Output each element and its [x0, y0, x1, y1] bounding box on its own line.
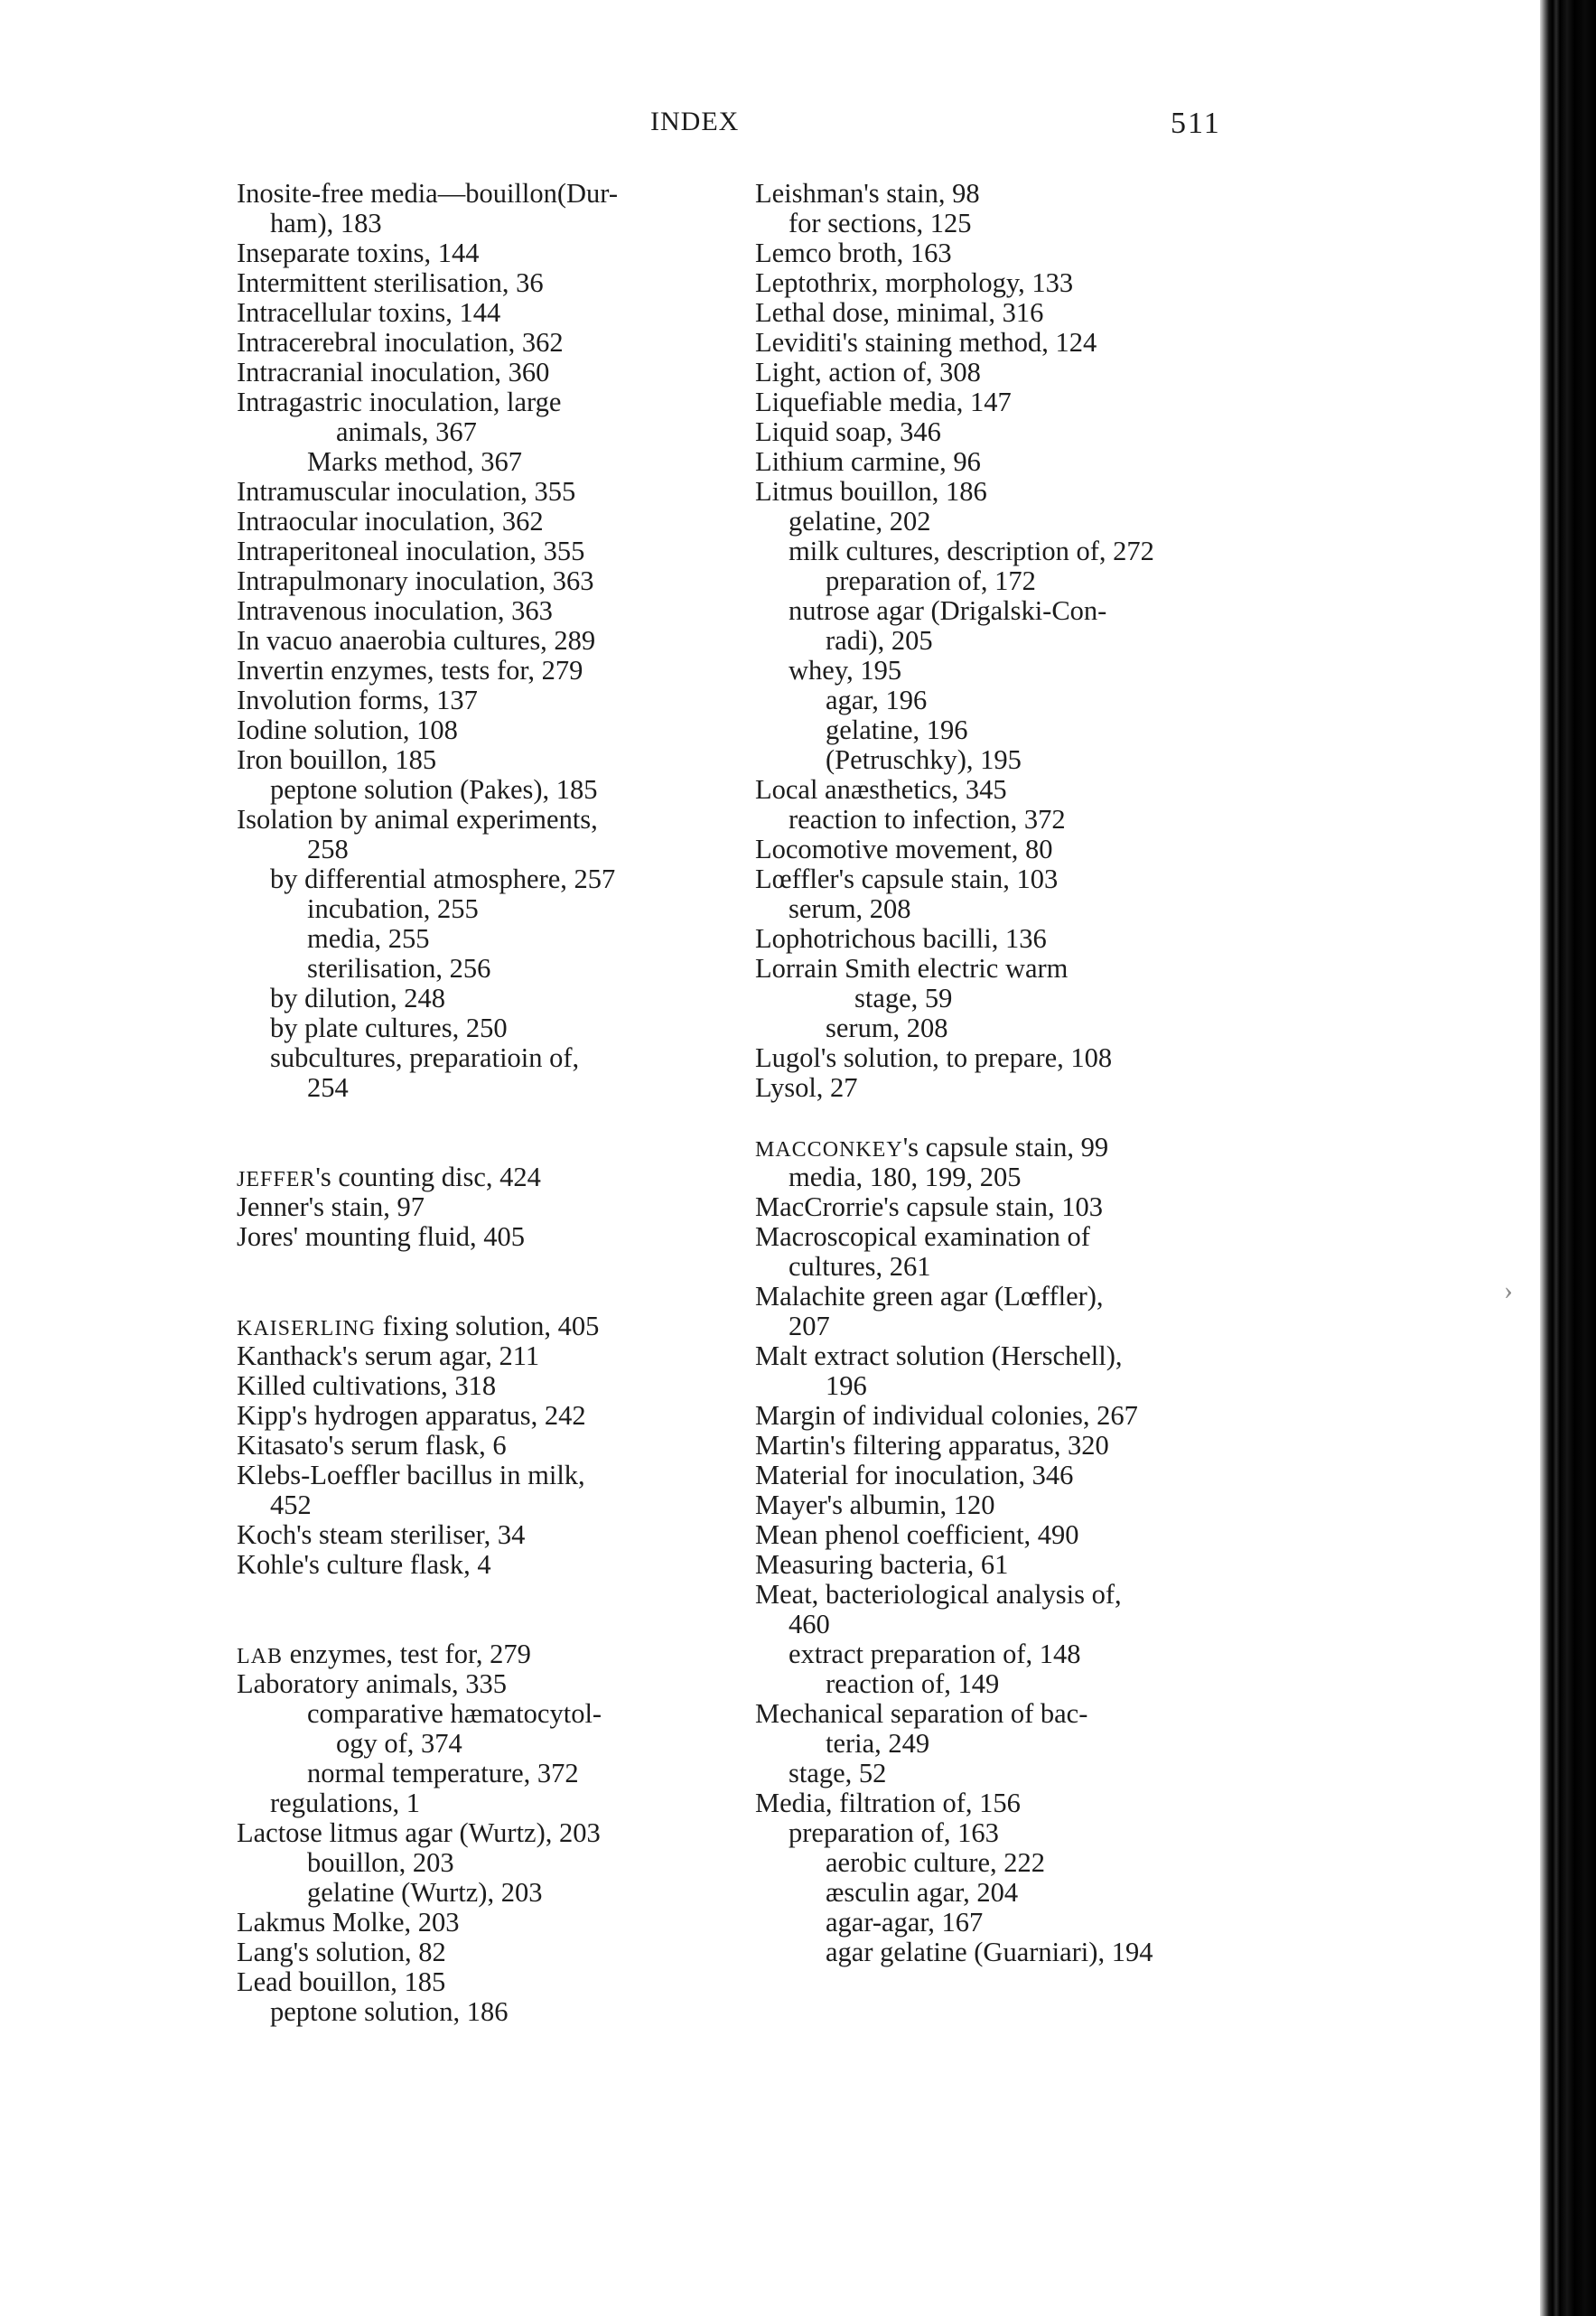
- entry-text: bouillon, 203: [307, 1847, 454, 1878]
- index-entry: [237, 268, 724, 298]
- entry-text: Lugol's solution, to prepare, 108: [755, 1042, 1113, 1073]
- index-entry: [755, 1401, 1243, 1431]
- index-subentry: [237, 894, 724, 924]
- index-entry: [237, 477, 724, 507]
- index-entry: [237, 596, 724, 626]
- page-number: 511: [1171, 107, 1221, 140]
- index-entry: [755, 1341, 1243, 1371]
- index-subentry: [755, 209, 1243, 238]
- index-subentry: [237, 1073, 724, 1103]
- index-subentry: [755, 537, 1243, 566]
- index-subentry: [237, 1729, 724, 1759]
- entry-text: comparative hæmatocytol-: [307, 1698, 602, 1729]
- index-entry: [237, 745, 724, 775]
- entry-text: radi), 205: [826, 625, 933, 656]
- index-entry: [237, 1967, 724, 1997]
- index-entry: [237, 1431, 724, 1461]
- index-entry: [755, 1788, 1243, 1818]
- entry-text: Leviditi's staining method, 124: [755, 327, 1097, 358]
- index-entry: [237, 626, 724, 656]
- index-subentry: [755, 1848, 1243, 1878]
- entry-text: Invertin enzymes, tests for, 279: [237, 655, 583, 686]
- section-gap: [237, 1103, 724, 1133]
- entry-text: Lœffler's capsule stain, 103: [755, 864, 1059, 894]
- index-entry: [237, 656, 724, 686]
- entry-text: Malt extract solution (Herschell),: [755, 1340, 1123, 1371]
- index-entry: [755, 417, 1243, 447]
- entry-text: Intragastric inoculation, large: [237, 387, 562, 417]
- index-subentry: [755, 1312, 1243, 1341]
- index-entry: [237, 1341, 724, 1371]
- entry-text: subcultures, preparatioin of,: [270, 1042, 580, 1073]
- index-subentry: [237, 209, 724, 238]
- index-subentry: [755, 1371, 1243, 1401]
- index-subentry: [755, 656, 1243, 686]
- entry-text: Meat, bacteriological analysis of,: [755, 1579, 1122, 1610]
- entry-text: Margin of individual colonies, 267: [755, 1400, 1138, 1431]
- entry-text: peptone solution (Pakes), 185: [270, 774, 598, 805]
- entry-text: Liquefiable media, 147: [755, 387, 1012, 417]
- entry-text: preparation of, 163: [789, 1817, 999, 1848]
- index-entry: [237, 1938, 724, 1967]
- entry-text: 254: [307, 1072, 349, 1103]
- entry-text: Lysol, 27: [755, 1072, 858, 1103]
- index-entry: [755, 1431, 1243, 1461]
- index-entry: [755, 388, 1243, 417]
- entry-text: regulations, 1: [270, 1788, 421, 1818]
- index-subentry: [237, 1997, 724, 2027]
- index-subentry: [755, 894, 1243, 924]
- entry-text: media, 255: [307, 923, 430, 954]
- entry-text: Media, filtration of, 156: [755, 1788, 1021, 1818]
- section-gap: [237, 1610, 724, 1639]
- index-subentry: [755, 984, 1243, 1013]
- index-entry: [755, 1043, 1243, 1073]
- index-subentry: [237, 1788, 724, 1818]
- entry-text: by differential atmosphere, 257: [270, 864, 616, 894]
- entry-text: animals, 367: [336, 416, 477, 447]
- index-entry: [237, 805, 724, 835]
- entry-text: Lakmus Molke, 203: [237, 1907, 460, 1938]
- entry-text: Koch's steam steriliser, 34: [237, 1519, 526, 1550]
- index-entry: [237, 566, 724, 596]
- entry-text: Laboratory animals, 335: [237, 1668, 507, 1699]
- entry-text: whey, 195: [789, 655, 902, 686]
- index-subentry: [237, 1759, 724, 1788]
- index-entry: [755, 1461, 1243, 1490]
- index-entry: [237, 1520, 724, 1550]
- index-subentry: [237, 954, 724, 984]
- entry-text: serum, 208: [826, 1013, 948, 1043]
- index-entry: [237, 238, 724, 268]
- index-entry: [755, 954, 1243, 984]
- entry-text: Intrapulmonary inoculation, 363: [237, 565, 594, 596]
- index-subentry: [755, 715, 1243, 745]
- entry-text: extract preparation of, 148: [789, 1639, 1081, 1669]
- entry-text: Jenner's stain, 97: [237, 1191, 425, 1222]
- index-entry: [755, 1222, 1243, 1252]
- entry-text: Intramuscular inoculation, 355: [237, 476, 576, 507]
- index-entry: [755, 1550, 1243, 1580]
- entry-text: ogy of, 374: [336, 1728, 462, 1759]
- index-entry: [755, 864, 1243, 894]
- index-entry: [755, 1520, 1243, 1550]
- entry-text: sterilisation, 256: [307, 953, 491, 984]
- index-entry: [237, 1192, 724, 1222]
- entry-text: for sections, 125: [789, 208, 972, 238]
- entry-text: Material for inoculation, 346: [755, 1460, 1074, 1490]
- index-entry: [755, 1133, 1243, 1163]
- section-gap: [237, 1282, 724, 1312]
- index-subentry: [755, 1610, 1243, 1639]
- index-entry: [237, 1908, 724, 1938]
- index-subentry: [237, 1848, 724, 1878]
- index-entry: [755, 1073, 1243, 1103]
- index-subentry: [755, 626, 1243, 656]
- entry-text: Measuring bacteria, 61: [755, 1549, 1009, 1580]
- index-entry: [755, 238, 1243, 268]
- entry-text: enzymes, test for, 279: [283, 1639, 531, 1669]
- entry-text: 's counting disc, 424: [315, 1162, 541, 1192]
- entry-text: Intermittent sterilisation, 36: [237, 267, 544, 298]
- index-subentry: [237, 447, 724, 477]
- entry-text: Jores' mounting fluid, 405: [237, 1221, 525, 1252]
- index-subentry: [755, 507, 1243, 537]
- entry-text: cultures, 261: [789, 1251, 931, 1282]
- index-entry: [755, 477, 1243, 507]
- index-entry: [755, 1699, 1243, 1729]
- entry-text: Locomotive movement, 80: [755, 834, 1053, 864]
- index-entry: [237, 1550, 724, 1580]
- index-subentry: [237, 984, 724, 1013]
- entry-text: Intravenous inoculation, 363: [237, 595, 553, 626]
- index-subentry: [237, 1699, 724, 1729]
- index-entry: [755, 358, 1243, 388]
- index-entry: [755, 775, 1243, 805]
- index-subentry: [755, 1908, 1243, 1938]
- entry-text: Kanthack's serum agar, 211: [237, 1340, 540, 1371]
- index-subentry: [237, 1043, 724, 1073]
- index-subentry: [237, 1013, 724, 1043]
- entry-text: Kitasato's serum flask, 6: [237, 1430, 507, 1461]
- entry-text: serum, 208: [789, 893, 911, 924]
- section-gap: [237, 1252, 724, 1282]
- section-gap: [755, 1103, 1243, 1133]
- entry-text: reaction of, 149: [826, 1668, 1000, 1699]
- index-subentry: [755, 1759, 1243, 1788]
- entry-text: stage, 52: [789, 1758, 887, 1788]
- index-entry: [237, 388, 724, 417]
- entry-text: Mayer's albumin, 120: [755, 1490, 995, 1520]
- index-entry: [237, 328, 724, 358]
- index-subentry: [755, 1252, 1243, 1282]
- index-subentry: [755, 1729, 1243, 1759]
- entry-text: Klebs-Loeffler bacillus in milk,: [237, 1460, 585, 1490]
- entry-text: Lead bouillon, 185: [237, 1966, 446, 1997]
- index-entry: [237, 1669, 724, 1699]
- entry-text: by dilution, 248: [270, 983, 446, 1013]
- index-subentry: [237, 864, 724, 894]
- index-subentry: [755, 745, 1243, 775]
- index-entry: [755, 1490, 1243, 1520]
- index-subentry: [237, 417, 724, 447]
- entry-text: Iron bouillon, 185: [237, 744, 437, 775]
- running-header: INDEX: [650, 107, 740, 136]
- entry-text: Lithium carmine, 96: [755, 446, 981, 477]
- entry-text: Lactose litmus agar (Wurtz), 203: [237, 1817, 601, 1848]
- entry-text: Intracellular toxins, 144: [237, 297, 501, 328]
- entry-text: incubation, 255: [307, 893, 479, 924]
- index-entry: [237, 179, 724, 209]
- index-entry: [237, 537, 724, 566]
- entry-text: Malachite green agar (Lœffler),: [755, 1281, 1104, 1312]
- entry-text: preparation of, 172: [826, 565, 1036, 596]
- entry-text: Lorrain Smith electric warm: [755, 953, 1069, 984]
- entry-text: Macroscopical examination of: [755, 1221, 1090, 1252]
- index-entry: [755, 924, 1243, 954]
- entry-text: In vacuo anaerobia cultures, 289: [237, 625, 596, 656]
- entry-text: aerobic culture, 222: [826, 1847, 1046, 1878]
- index-entry: [237, 1818, 724, 1848]
- entry-text: teria, 249: [826, 1728, 930, 1759]
- entry-text: Kipp's hydrogen apparatus, 242: [237, 1400, 586, 1431]
- entry-text: Lang's solution, 82: [237, 1937, 446, 1967]
- index-subentry: [755, 1163, 1243, 1192]
- index-subentry: [755, 686, 1243, 715]
- entry-text: 452: [270, 1490, 312, 1520]
- entry-small-caps-name: MACCONKEY: [755, 1138, 903, 1162]
- entry-text: Light, action of, 308: [755, 357, 981, 388]
- entry-text: (Petruschky), 195: [826, 744, 1022, 775]
- index-entry: [237, 715, 724, 745]
- index-entry: [237, 1371, 724, 1401]
- entry-text: Marks method, 367: [307, 446, 523, 477]
- index-entry: [755, 1192, 1243, 1222]
- index-subentry: [237, 835, 724, 864]
- index-subentry: [755, 1878, 1243, 1908]
- entry-text: Mechanical separation of bac-: [755, 1698, 1088, 1729]
- book-binding-edge: [1540, 0, 1596, 2316]
- index-entry: [755, 179, 1243, 209]
- entry-text: agar-agar, 167: [826, 1907, 984, 1938]
- entry-text: nutrose agar (Drigalski-Con-: [789, 595, 1107, 626]
- entry-small-caps-name: LAB: [237, 1645, 283, 1668]
- entry-text: gelatine, 202: [789, 506, 931, 537]
- entry-text: reaction to infection, 372: [789, 804, 1066, 835]
- entry-text: Lophotrichous bacilli, 136: [755, 923, 1047, 954]
- entry-text: Intracerebral inoculation, 362: [237, 327, 564, 358]
- entry-text: Involution forms, 137: [237, 685, 478, 715]
- entry-text: Iodine solution, 108: [237, 714, 458, 745]
- section-gap: [237, 1580, 724, 1610]
- entry-text: 258: [307, 834, 349, 864]
- index-subentry: [755, 566, 1243, 596]
- index-entry: [755, 1282, 1243, 1312]
- index-entry: [237, 1401, 724, 1431]
- index-column-left: [237, 179, 724, 2027]
- entry-text: Leishman's stain, 98: [755, 178, 980, 209]
- entry-text: normal temperature, 372: [307, 1758, 579, 1788]
- index-entry: [755, 447, 1243, 477]
- index-entry: [237, 507, 724, 537]
- index-subentry: [237, 1490, 724, 1520]
- entry-text: Kohle's culture flask, 4: [237, 1549, 491, 1580]
- index-subentry: [755, 1639, 1243, 1669]
- entry-text: Litmus bouillon, 186: [755, 476, 987, 507]
- entry-text: by plate cultures, 250: [270, 1013, 508, 1043]
- entry-text: 196: [826, 1370, 867, 1401]
- index-subentry: [755, 1818, 1243, 1848]
- entry-text: ham), 183: [270, 208, 382, 238]
- entry-text: Mean phenol coefficient, 490: [755, 1519, 1079, 1550]
- entry-text: Local anæsthetics, 345: [755, 774, 1007, 805]
- entry-text: æsculin agar, 204: [826, 1877, 1019, 1908]
- index-entry: [237, 1163, 724, 1192]
- index-entry: [237, 1222, 724, 1252]
- entry-text: 207: [789, 1311, 830, 1341]
- entry-text: Leptothrix, morphology, 133: [755, 267, 1074, 298]
- entry-text: Inosite-free media—bouillon(Dur-: [237, 178, 619, 209]
- index-subentry: [237, 1878, 724, 1908]
- entry-text: 's capsule stain, 99: [902, 1132, 1109, 1163]
- entry-text: Martin's filtering apparatus, 320: [755, 1430, 1109, 1461]
- index-entry: [755, 328, 1243, 358]
- entry-text: Intraperitoneal inoculation, 355: [237, 536, 585, 566]
- index-entry: [237, 358, 724, 388]
- entry-text: Lemco broth, 163: [755, 238, 952, 268]
- index-subentry: [755, 1938, 1243, 1967]
- entry-text: milk cultures, description of, 272: [789, 536, 1154, 566]
- entry-text: MacCrorrie's capsule stain, 103: [755, 1191, 1103, 1222]
- section-gap: [237, 1133, 724, 1163]
- entry-text: Intracranial inoculation, 360: [237, 357, 550, 388]
- index-entry: [237, 1312, 724, 1341]
- entry-text: agar gelatine (Guarniari), 194: [826, 1937, 1153, 1967]
- index-subentry: [755, 1013, 1243, 1043]
- entry-text: peptone solution, 186: [270, 1996, 509, 2027]
- index-entry: [237, 298, 724, 328]
- index-subentry: [755, 1669, 1243, 1699]
- entry-text: Isolation by animal experiments,: [237, 804, 598, 835]
- entry-text: 460: [789, 1609, 830, 1639]
- entry-text: Inseparate toxins, 144: [237, 238, 480, 268]
- index-entry: [237, 686, 724, 715]
- entry-text: Killed cultivations, 318: [237, 1370, 497, 1401]
- entry-small-caps-name: JEFFER: [237, 1168, 316, 1191]
- entry-text: Liquid soap, 346: [755, 416, 941, 447]
- entry-text: Lethal dose, minimal, 316: [755, 297, 1044, 328]
- entry-small-caps-name: KAISERLING: [237, 1317, 376, 1340]
- entry-text: media, 180, 199, 205: [789, 1162, 1022, 1192]
- entry-text: agar, 196: [826, 685, 928, 715]
- entry-text: gelatine, 196: [826, 714, 968, 745]
- index-subentry: [237, 775, 724, 805]
- index-entry: [755, 1580, 1243, 1610]
- index-entry: [755, 268, 1243, 298]
- entry-text: stage, 59: [854, 983, 953, 1013]
- index-subentry: [755, 805, 1243, 835]
- index-entry: [755, 298, 1243, 328]
- index-entry: [237, 1461, 724, 1490]
- index-entry: [237, 1639, 724, 1669]
- entry-text: fixing solution, 405: [376, 1311, 600, 1341]
- index-entry: [755, 835, 1243, 864]
- margin-mark: ›: [1504, 1275, 1513, 1305]
- entry-text: gelatine (Wurtz), 203: [307, 1877, 543, 1908]
- index-column-right: [755, 179, 1243, 1967]
- entry-text: Intraocular inoculation, 362: [237, 506, 544, 537]
- index-subentry: [237, 924, 724, 954]
- index-subentry: [755, 596, 1243, 626]
